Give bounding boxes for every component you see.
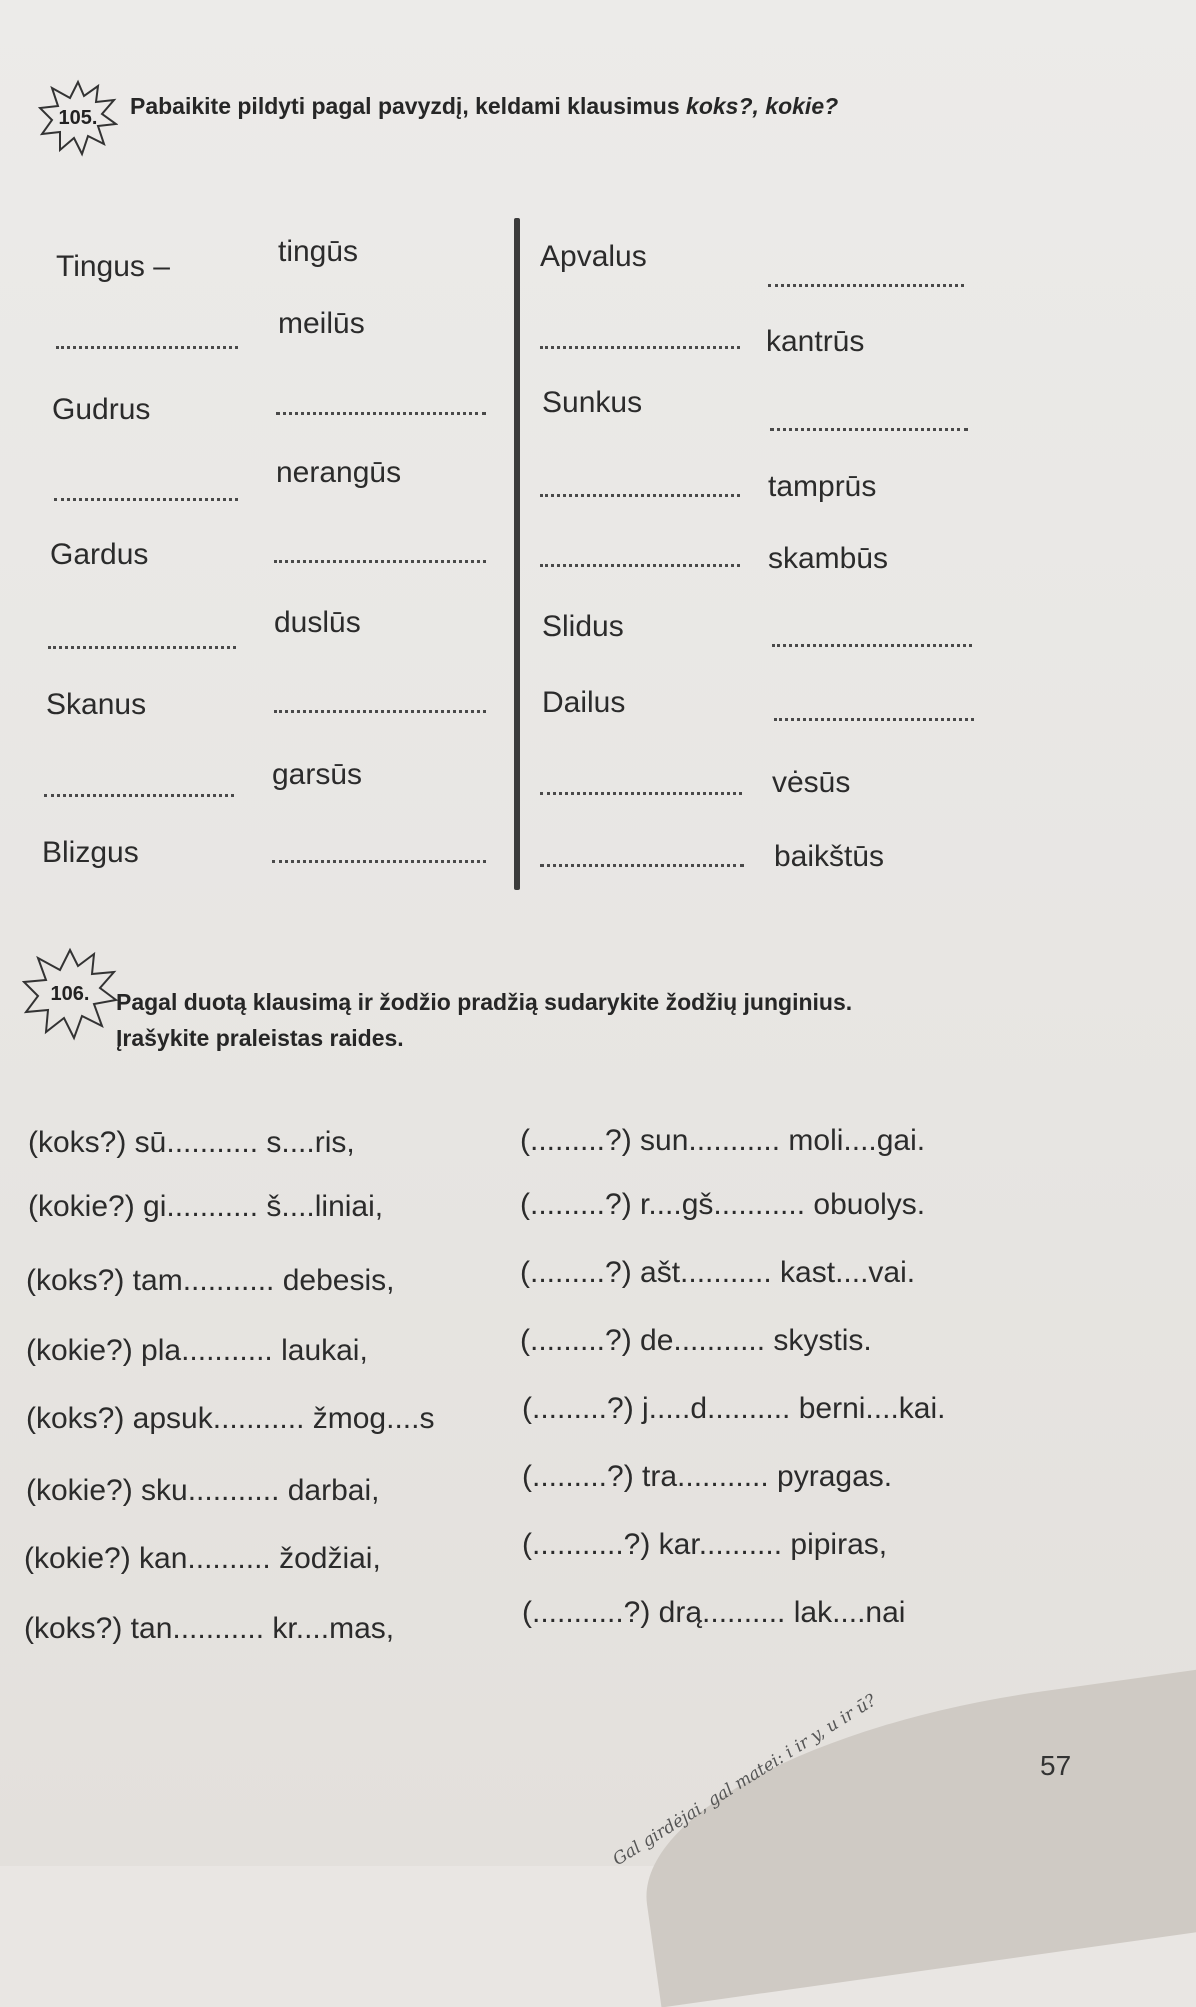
exercise-row-left: (kokie?) kan.......... žodžiai, <box>24 1542 381 1575</box>
blank-line[interactable] <box>540 864 744 867</box>
word-garsus-plural: garsūs <box>272 758 363 791</box>
exercise-row-right: (...........?) kar.......... pipiras, <box>522 1528 888 1561</box>
word-skambus-plural: skambūs <box>768 542 889 575</box>
task-106-number: 106. <box>50 982 90 1005</box>
word-slidus: Slidus <box>542 610 624 643</box>
exercise-row-right: (...........?) drą.......... lak....nai <box>522 1596 906 1629</box>
exercise-row-right: (.........?) de........... skystis. <box>520 1324 872 1357</box>
exercise-row-left: (koks?) sū........... s....ris, <box>28 1126 355 1159</box>
instruction-line-1: Pagal duotą klausimą ir žodžio pradžią sudarykite žodžių junginius. <box>116 989 853 1015</box>
exercise-row-left: (kokie?) pla........... laukai, <box>26 1334 368 1367</box>
exercise-row-right: (.........?) sun........... moli....gai. <box>520 1124 926 1157</box>
word-nerangus-plural: nerangūs <box>276 456 402 489</box>
instruction-line-2: Įrašykite praleistas raides. <box>116 1025 404 1051</box>
task-106-instruction <box>116 984 1156 1056</box>
word-kantrus-plural: kantrūs <box>766 325 865 358</box>
page-motto: Gal girdėjai, gal matei: i ir y, u ir ū? <box>609 1690 880 1870</box>
blank-line[interactable] <box>774 718 974 721</box>
word-dailus: Dailus <box>542 686 626 719</box>
task-105-badge <box>38 78 118 158</box>
blank-line[interactable] <box>540 494 740 497</box>
blank-line[interactable] <box>770 428 968 431</box>
blank-line[interactable] <box>276 412 486 415</box>
task-105-instruction <box>130 88 1130 124</box>
word-tamprus-plural: tamprūs <box>768 470 877 503</box>
blank-line[interactable] <box>772 644 972 647</box>
blank-line[interactable] <box>48 646 236 649</box>
blank-line[interactable] <box>44 794 234 797</box>
blank-line[interactable] <box>768 284 964 287</box>
exercise-row-left: (koks?) apsuk........... žmog....s <box>26 1402 435 1435</box>
word-skanus: Skanus <box>46 688 147 721</box>
word-gudrus: Gudrus <box>52 393 151 426</box>
word-gardus: Gardus <box>50 538 149 571</box>
exercise-row-left: (koks?) tam........... debesis, <box>26 1264 395 1297</box>
exercise-row-left: (kokie?) sku........... darbai, <box>26 1474 380 1507</box>
blank-line[interactable] <box>56 346 238 349</box>
exercise-row-right: (.........?) ašt........... kast....vai. <box>520 1256 916 1289</box>
word-vesus-plural: vėsūs <box>772 766 851 799</box>
blank-line[interactable] <box>54 498 238 501</box>
word-apvalus: Apvalus <box>540 240 647 273</box>
blank-line[interactable] <box>274 560 486 563</box>
column-divider <box>514 218 520 890</box>
blank-line[interactable] <box>272 860 486 863</box>
exercise-row-right: (.........?) j.....d.......... berni....kai. <box>522 1392 946 1425</box>
word-baikstus-plural: baikštūs <box>774 840 885 873</box>
decorative-swoosh <box>625 1653 1196 2007</box>
blank-line[interactable] <box>540 346 740 349</box>
word-meilus-plural: meilūs <box>278 307 365 340</box>
task-105-number: 105. <box>58 106 98 129</box>
blank-line[interactable] <box>540 564 740 567</box>
word-blizgus: Blizgus <box>42 836 139 869</box>
exercise-row-right: (.........?) tra........... pyragas. <box>522 1460 893 1493</box>
blank-line[interactable] <box>540 792 742 795</box>
task-106-badge <box>22 946 118 1042</box>
exercise-row-left: (koks?) tan........... kr....mas, <box>24 1612 395 1645</box>
instruction-italic: koks?, kokie? <box>686 93 839 119</box>
word-sunkus: Sunkus <box>542 386 643 419</box>
page-number: 57 <box>1040 1750 1072 1781</box>
exercise-row-right: (.........?) r....gš........... obuolys. <box>520 1188 926 1221</box>
blank-line[interactable] <box>274 710 486 713</box>
exercise-row-left: (kokie?) gi........... š....liniai, <box>28 1190 384 1223</box>
instruction-text: Pabaikite pildyti pagal pavyzdį, keldami klausimus <box>130 93 687 119</box>
word-tingus-plural: tingūs <box>278 235 359 268</box>
word-tingus: Tingus – <box>56 250 170 283</box>
word-duslus-plural: duslūs <box>274 606 361 639</box>
